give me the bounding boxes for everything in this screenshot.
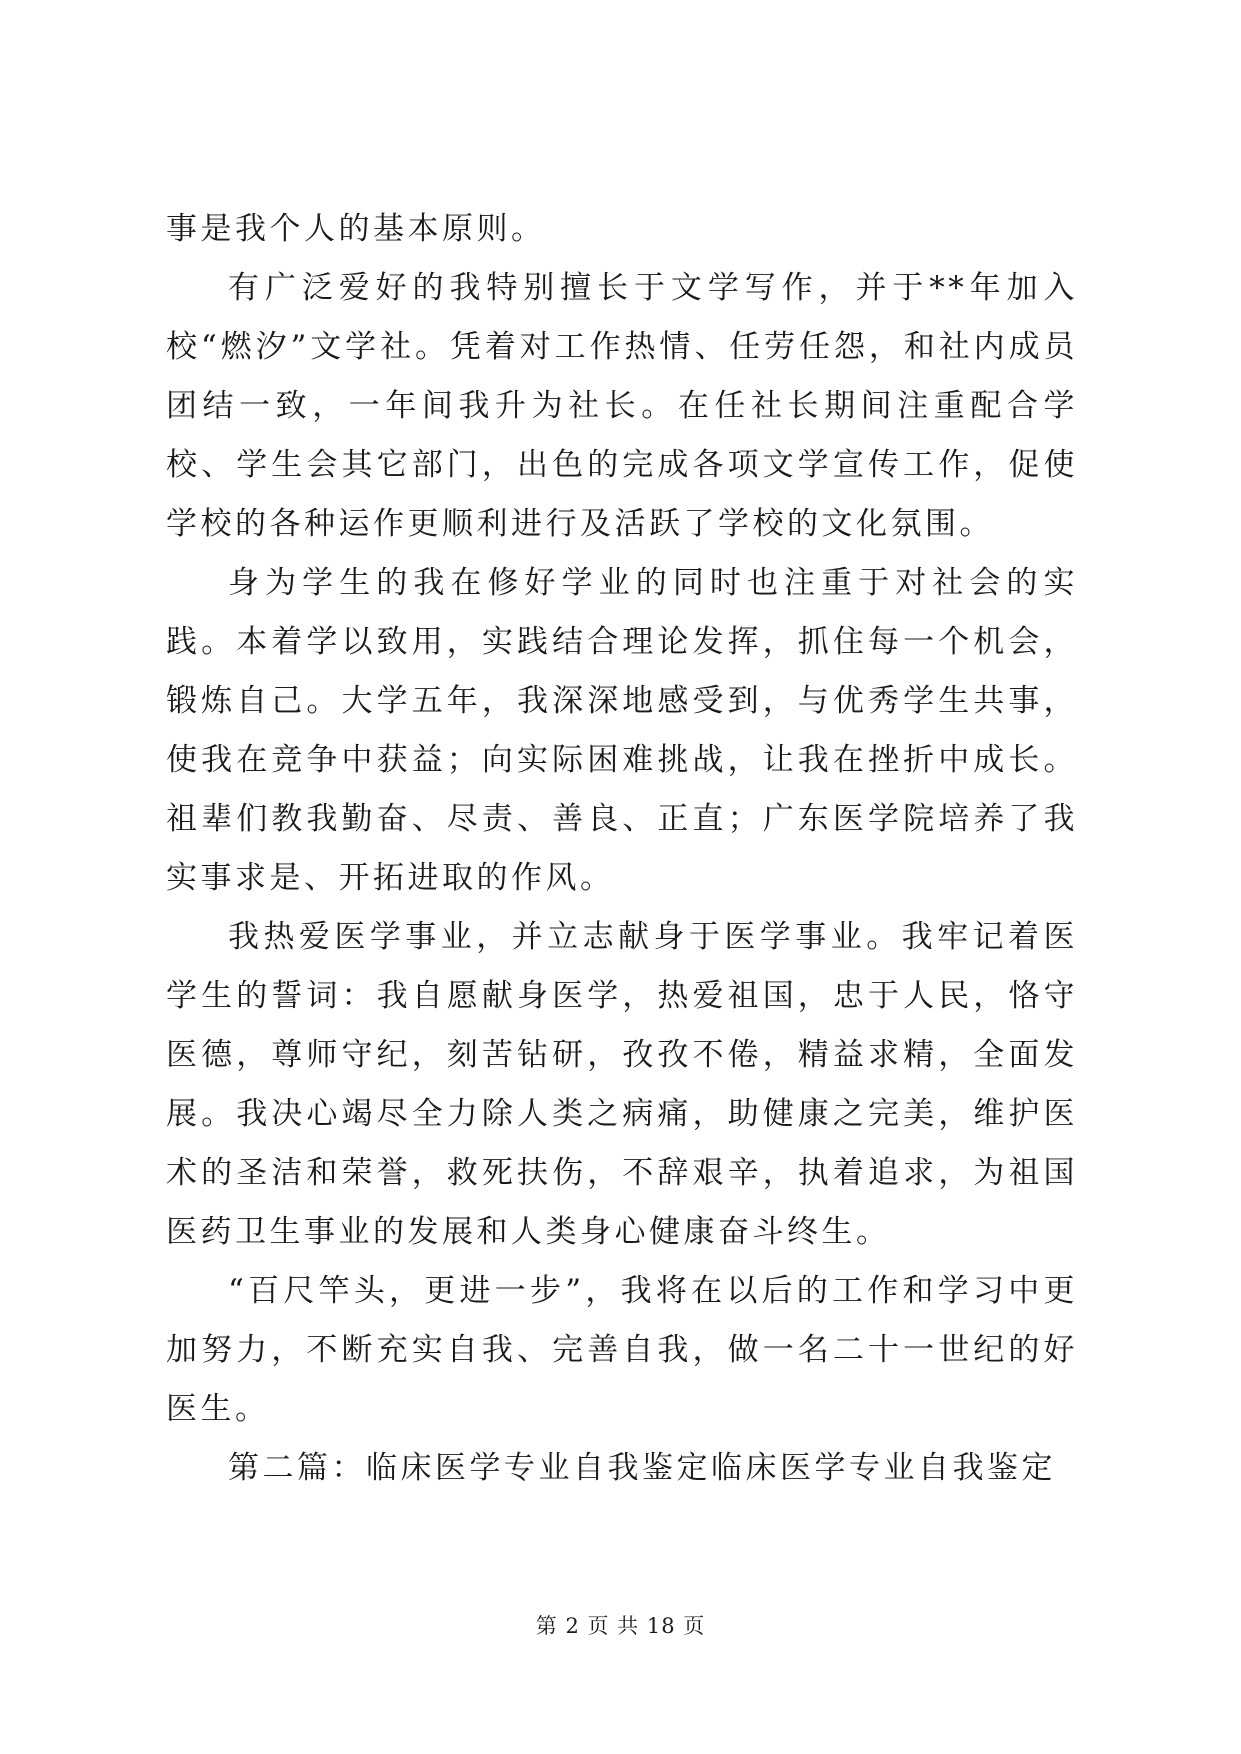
section-heading: 第二篇：临床医学专业自我鉴定临床医学专业自我鉴定: [228, 1450, 1056, 1486]
paragraph-3: 身为学生的我在修好学业的同时也注重于对社会的实践。本着学以致用，实践结合理论发挥，抓住每一个机会，锻炼自己。大学五年，我深深地感受到，与优秀学生共事，使我在竞争中获益；向实际困难挑战，让我在挫折中成长。祖辈们教我勤奋、尽责、善良、正直；广东医学院培养了我实事求是、开拓进取的作风。: [166, 565, 1078, 896]
page-number-footer: 第 2 页 共 18 页: [535, 1614, 706, 1638]
document-body: [166, 200, 1078, 1498]
paragraph-2: 有广泛爱好的我特别擅长于文学写作，并于**年加入校“燃汐”文学社。凭着对工作热情、任劳任怨，和社内成员团结一致，一年间我升为社长。在任社长期间注重配合学校、学生会其它部门，出色的完成各项文学宣传工作，促使学校的各种运作更顺利进行及活跃了学校的文化氛围。: [166, 270, 1078, 542]
paragraph-1: 事是我个人的基本原则。: [166, 211, 546, 247]
paragraph-5: “百尺竿头，更进一步”，我将在以后的工作和学习中更加努力，不断充实自我、完善自我，做一名二十一世纪的好医生。: [166, 1273, 1078, 1427]
paragraph-4: 我热爱医学事业，并立志献身于医学事业。我牢记着医学生的誓词：我自愿献身医学，热爱祖国，忠于人民，恪守医德，尊师守纪，刻苦钻研，孜孜不倦，精益求精，全面发展。我决心竭尽全力除人类之病痛，助健康之完美，维护医术的圣洁和荣誉，救死扶伤，不辞艰辛，执着追求，为祖国医药卫生事业的发展和人类身心健康奋斗终生。: [166, 919, 1078, 1250]
